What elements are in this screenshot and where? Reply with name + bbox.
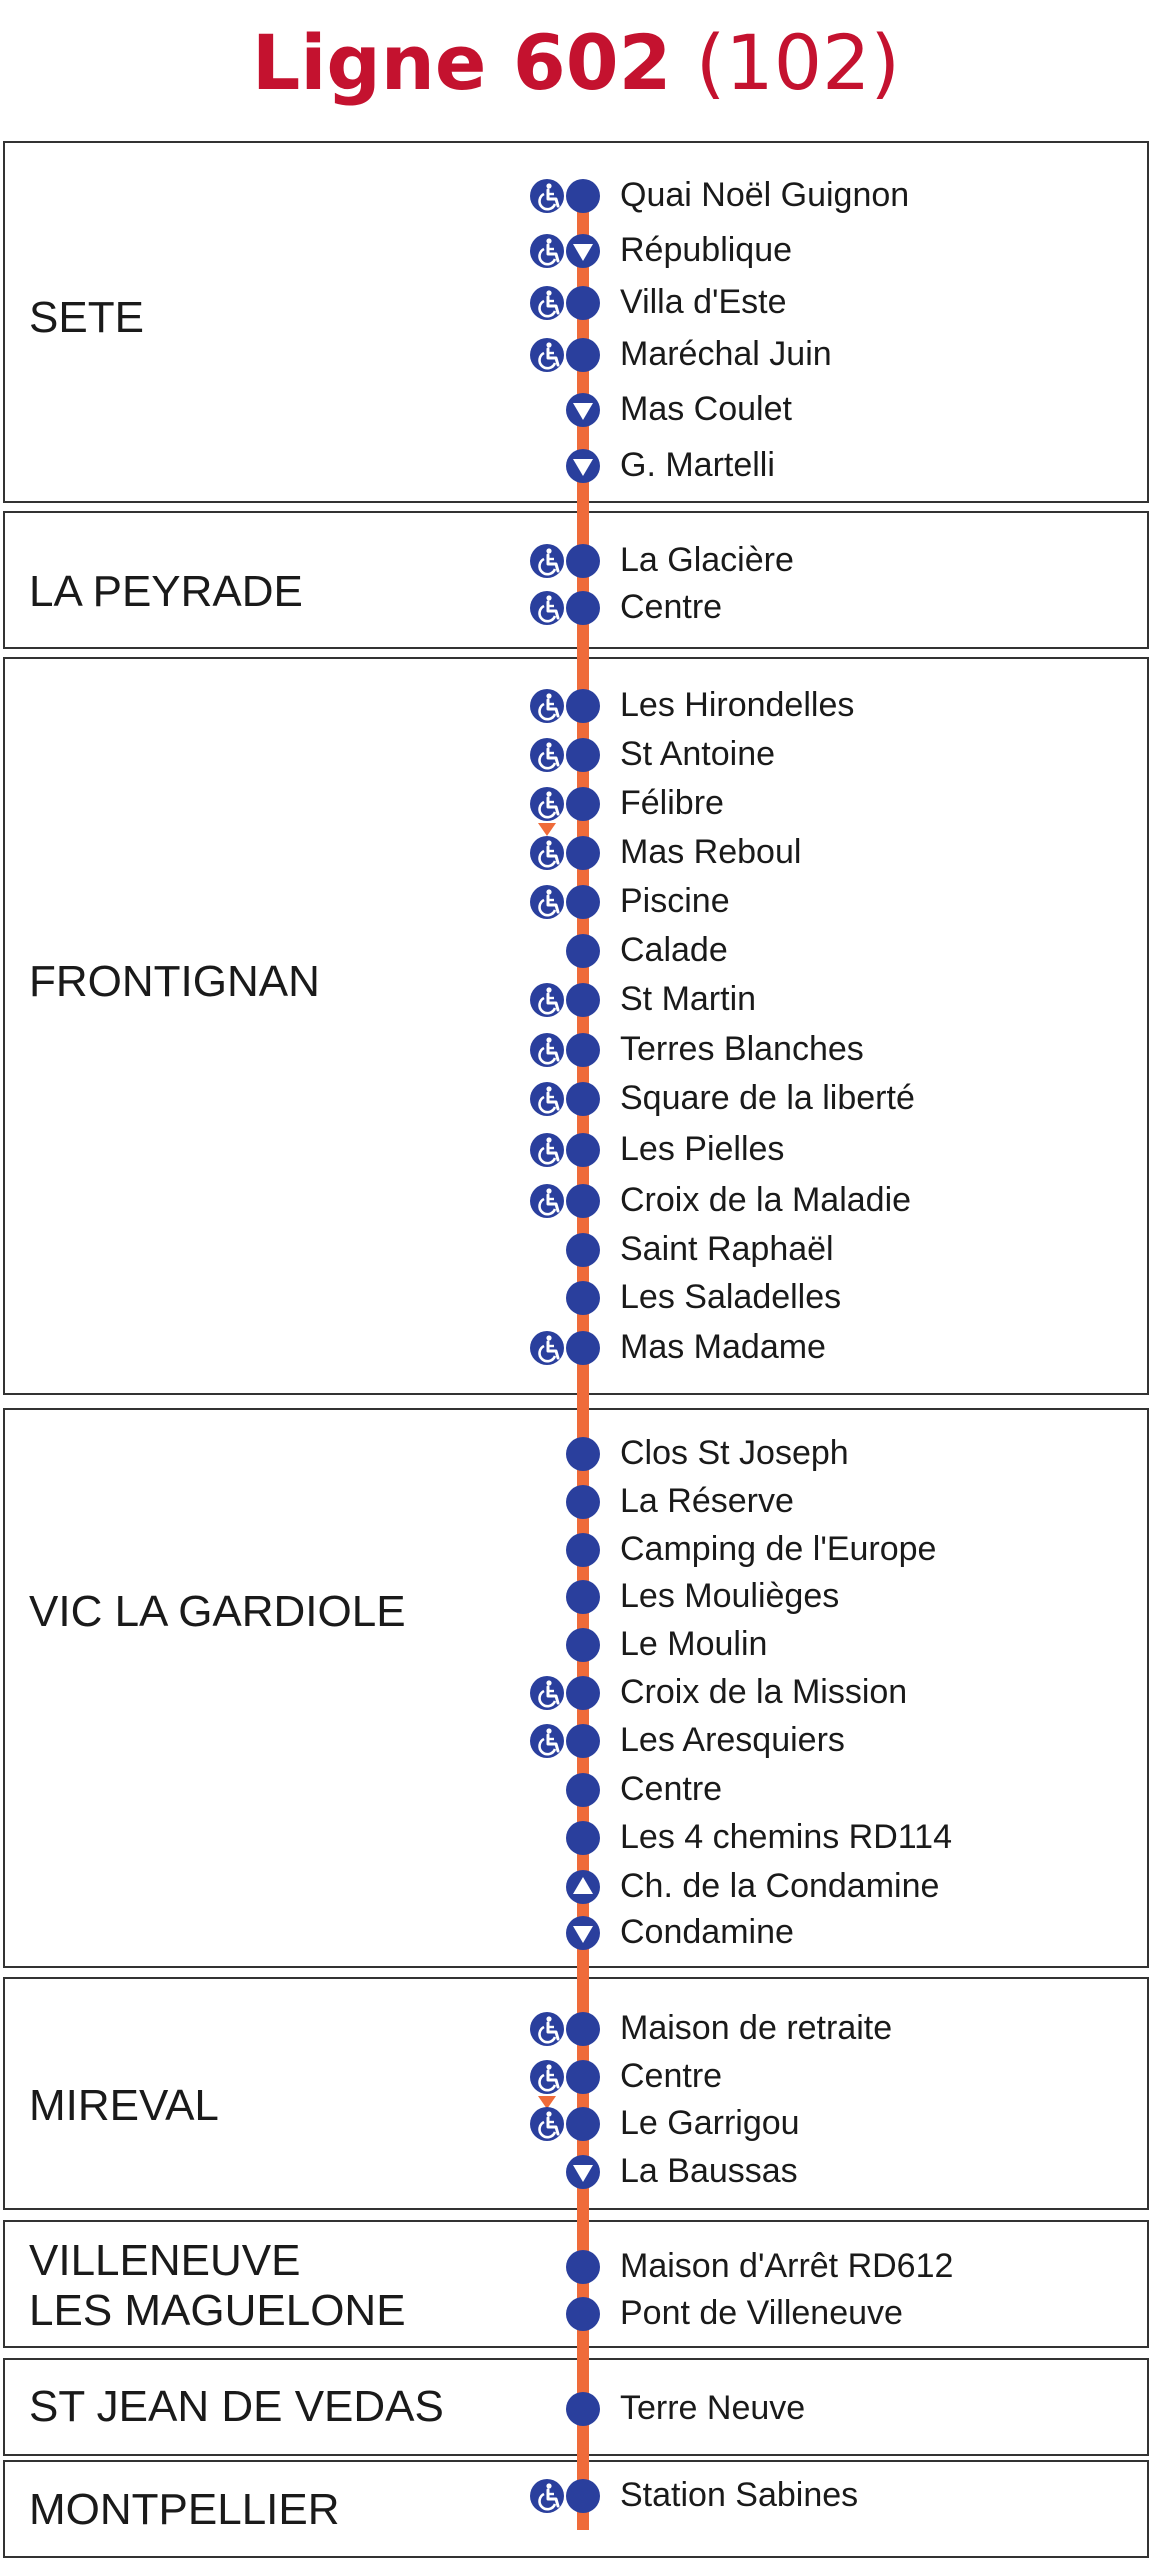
stop-label: G. Martelli xyxy=(620,446,775,484)
triangle-down-icon xyxy=(566,449,600,483)
triangle-up-icon xyxy=(566,1870,600,1904)
stop-dot xyxy=(566,338,600,372)
stop-label: Croix de la Maladie xyxy=(620,1181,912,1219)
stop-label: Les Saladelles xyxy=(620,1278,842,1316)
stop-dot xyxy=(566,983,600,1017)
line-number: (102) xyxy=(671,18,901,107)
stop-label: Maison de retraite xyxy=(620,2009,893,2047)
stop-dot xyxy=(566,1485,600,1519)
stop-label: Villa d'Este xyxy=(620,283,787,321)
branch-arrow-icon xyxy=(538,823,556,836)
stop-dot xyxy=(566,544,600,578)
stop-dot xyxy=(566,1533,600,1567)
wheelchair-icon xyxy=(530,1133,564,1167)
stop-dot xyxy=(566,1773,600,1807)
stop-label: Les 4 chemins RD114 xyxy=(620,1818,952,1856)
stop-label: Condamine xyxy=(620,1913,794,1951)
stop-label: Quai Noël Guignon xyxy=(620,176,910,214)
stop-label: Les Aresquiers xyxy=(620,1721,845,1759)
stop-dot xyxy=(566,2107,600,2141)
stop-label: Terres Blanches xyxy=(620,1030,864,1068)
city-name: SETE xyxy=(29,293,144,342)
wheelchair-icon xyxy=(530,2479,564,2513)
city-name: LES MAGUELONE xyxy=(29,2286,406,2335)
stop-dot xyxy=(566,1628,600,1662)
stop-dot xyxy=(566,1184,600,1218)
stop-label: Les Hirondelles xyxy=(620,686,855,724)
stop-label: Le Garrigou xyxy=(620,2104,800,2142)
stop-dot xyxy=(566,689,600,723)
wheelchair-icon xyxy=(530,1184,564,1218)
triangle-down-icon xyxy=(566,234,600,268)
wheelchair-icon xyxy=(530,2107,564,2141)
stop-label: Terre Neuve xyxy=(620,2389,806,2427)
stop-label: Piscine xyxy=(620,882,730,920)
stop-dot xyxy=(566,2479,600,2513)
wheelchair-icon xyxy=(530,689,564,723)
city-name: MONTPELLIER xyxy=(29,2485,340,2534)
stop-label: Le Moulin xyxy=(620,1625,768,1663)
wheelchair-icon xyxy=(530,591,564,625)
city-name: VILLENEUVE xyxy=(29,2236,301,2285)
stop-label: Square de la liberté xyxy=(620,1079,915,1117)
stop-label: Les Moulièges xyxy=(620,1577,840,1615)
stop-dot xyxy=(566,591,600,625)
stop-dot xyxy=(566,934,600,968)
stop-label: Centre xyxy=(620,1770,723,1808)
triangle-down-icon xyxy=(566,2155,600,2189)
stop-label: Calade xyxy=(620,931,728,969)
stop-dot xyxy=(566,2060,600,2094)
wheelchair-icon xyxy=(530,1331,564,1365)
stop-dot xyxy=(566,1437,600,1471)
wheelchair-icon xyxy=(530,2060,564,2094)
stop-dot xyxy=(566,1233,600,1267)
stop-dot xyxy=(566,1821,600,1855)
wheelchair-icon xyxy=(530,338,564,372)
stop-dot xyxy=(566,738,600,772)
wheelchair-icon xyxy=(530,787,564,821)
city-name: FRONTIGNAN xyxy=(29,957,320,1006)
stop-dot xyxy=(566,179,600,213)
stop-dot xyxy=(566,836,600,870)
triangle-down-icon xyxy=(566,393,600,427)
stop-dot xyxy=(566,1331,600,1365)
stop-label: Croix de la Mission xyxy=(620,1673,908,1711)
wheelchair-icon xyxy=(530,544,564,578)
stop-dot xyxy=(566,1133,600,1167)
wheelchair-icon xyxy=(530,2012,564,2046)
stop-dot xyxy=(566,787,600,821)
stop-label: Ch. de la Condamine xyxy=(620,1867,940,1905)
line-name: Ligne 602 xyxy=(251,18,672,107)
stop-dot xyxy=(566,1580,600,1614)
stop-dot xyxy=(566,1082,600,1116)
stop-dot xyxy=(566,885,600,919)
stop-label: St Martin xyxy=(620,980,757,1018)
stop-dot xyxy=(566,1033,600,1067)
city-name: VIC LA GARDIOLE xyxy=(29,1587,406,1636)
stop-label: Félibre xyxy=(620,784,724,822)
stop-dot xyxy=(566,1724,600,1758)
stop-label: Camping de l'Europe xyxy=(620,1530,937,1568)
stop-label: Mas Reboul xyxy=(620,833,802,871)
stop-label: Mas Madame xyxy=(620,1328,826,1366)
stop-dot xyxy=(566,1281,600,1315)
stop-label: La Baussas xyxy=(620,2152,798,2190)
triangle-down-icon xyxy=(566,1916,600,1950)
wheelchair-icon xyxy=(530,1724,564,1758)
stop-label: Mas Coulet xyxy=(620,390,792,428)
stop-label: Centre xyxy=(620,2057,723,2095)
city-name: LA PEYRADE xyxy=(29,567,303,616)
stop-label: Centre xyxy=(620,588,723,626)
stop-label: Saint Raphaël xyxy=(620,1230,834,1268)
stop-dot xyxy=(566,286,600,320)
wheelchair-icon xyxy=(530,286,564,320)
stop-label: Pont de Villeneuve xyxy=(620,2294,903,2332)
city-name: MIREVAL xyxy=(29,2081,219,2130)
wheelchair-icon xyxy=(530,179,564,213)
wheelchair-icon xyxy=(530,885,564,919)
stop-dot xyxy=(566,1676,600,1710)
stop-label: Station Sabines xyxy=(620,2476,859,2514)
wheelchair-icon xyxy=(530,1082,564,1116)
stop-label: La Réserve xyxy=(620,1482,794,1520)
wheelchair-icon xyxy=(530,836,564,870)
stop-label: La Glacière xyxy=(620,541,794,579)
stop-label: Maréchal Juin xyxy=(620,335,832,373)
stop-dot xyxy=(566,2012,600,2046)
stop-label: République xyxy=(620,231,793,269)
stop-label: Maison d'Arrêt RD612 xyxy=(620,2247,954,2285)
wheelchair-icon xyxy=(530,738,564,772)
wheelchair-icon xyxy=(530,983,564,1017)
stop-label: St Antoine xyxy=(620,735,776,773)
stop-dot xyxy=(566,2250,600,2284)
stop-label: Les Pielles xyxy=(620,1130,785,1168)
stop-dot xyxy=(566,2392,600,2426)
wheelchair-icon xyxy=(530,1676,564,1710)
wheelchair-icon xyxy=(530,1033,564,1067)
stop-dot xyxy=(566,2297,600,2331)
stop-label: Clos St Joseph xyxy=(620,1434,849,1472)
wheelchair-icon xyxy=(530,234,564,268)
city-name: ST JEAN DE VEDAS xyxy=(29,2382,444,2431)
